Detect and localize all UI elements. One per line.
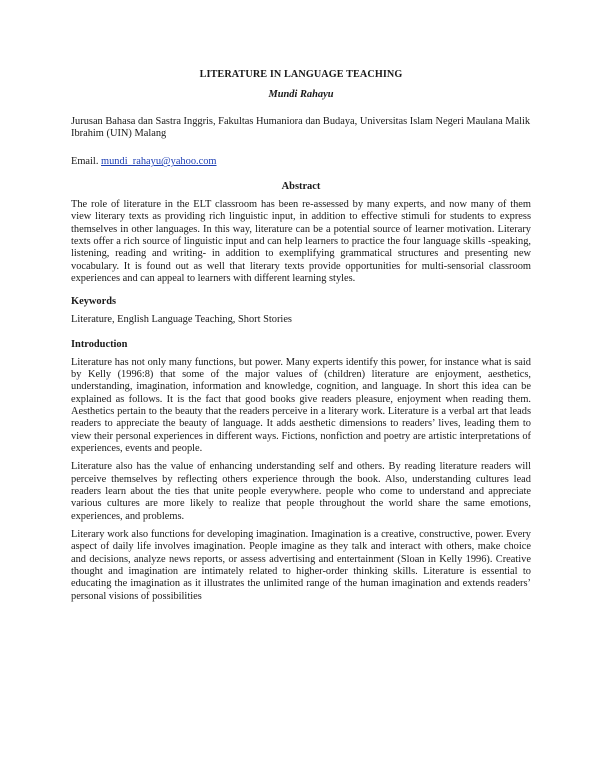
paper-author: Mundi Rahayu [268, 89, 334, 101]
keywords-text: Literature, English Language Teaching, Short Stories [71, 313, 292, 325]
author-email [71, 156, 531, 168]
abstract-heading: Abstract [281, 180, 321, 192]
paper-title: LITERATURE IN LANGUAGE TEACHING [199, 69, 403, 80]
author-affiliation: Jurusan Bahasa dan Sastra Inggris, Fakultas Humaniora dan Budaya, Universitas Islam Negeri Maulana Malik Ibrahim (UIN) Malang [71, 115, 531, 140]
keywords-heading: Keywords [71, 296, 117, 308]
introduction-paragraph-2: Literature also has the value of enhancing understanding self and others. By reading literature readers will perceive themselves by reflecting others experience through the book. Also, understanding cultures lead readers learn about the ties that unite people everywhere. people who come to understand and appreciate various cultures are more likely to realize that people throughout the world share the same emotions, experiences, and problems. [71, 461, 531, 522]
introduction-heading: Introduction [71, 339, 128, 351]
introduction-paragraph-1: Literature has not only many functions, but power. Many experts identify this power, for instance what is said by Kelly (1996:8) that some of the major values of (children) literature are enjoyment, aesthetics, understanding, imagination, information and knowledge, cognition, and language. In short this idea can be explained as follows. It is the fact that good books give readers pleasure, enjoyment when reading them. Aesthetics pertain to the beauty that the readers perceive in a literary work. Literature is a verbal art that leads readers to appreciate the beauty of language. It adds aesthetic dimensions to readers’ lives, leading them to view their personal experiences in different ways. Fictions, nonfiction and poetry are artistic interpretations of experiences, events and people. [71, 356, 531, 454]
abstract-text: The role of literature in the ELT classroom has been re-assessed by many experts, and now many of them view literary texts as providing rich linguistic input, in addition to effective stimuli for students to express themselves in other languages. In this way, literature can be a potential source of learner motivation. Literary texts offer a rich source of linguistic input and can help learners to practice the four language skills -speaking, listening, reading and writing- in addition to exemplifying grammatical structures and presenting new vocabulary. It is found out as well that literary texts provide opportunities for multi-sensorial classroom experiences and can appeal to learners with different learning styles. [71, 199, 531, 285]
email-link[interactable]: mundi_rahayu@yahoo.com [101, 156, 217, 168]
email-label: Email. [71, 156, 99, 168]
introduction-paragraph-3: Literary work also functions for developing imagination. Imagination is a creative, constructive, power. Every aspect of daily life involves imagination. People imagine as they talk and interact with others, make choice and decisions, analyze news reports, or assess advertising and entertainment (Sloan in Kelly 1996). Creative thought and imagination are intimately related to higher-order thinking skills. Literature is essential to educating the imagination as it illustrates the unlimited range of the human imagination and extends readers’ personal visions of possibilities [71, 528, 531, 602]
